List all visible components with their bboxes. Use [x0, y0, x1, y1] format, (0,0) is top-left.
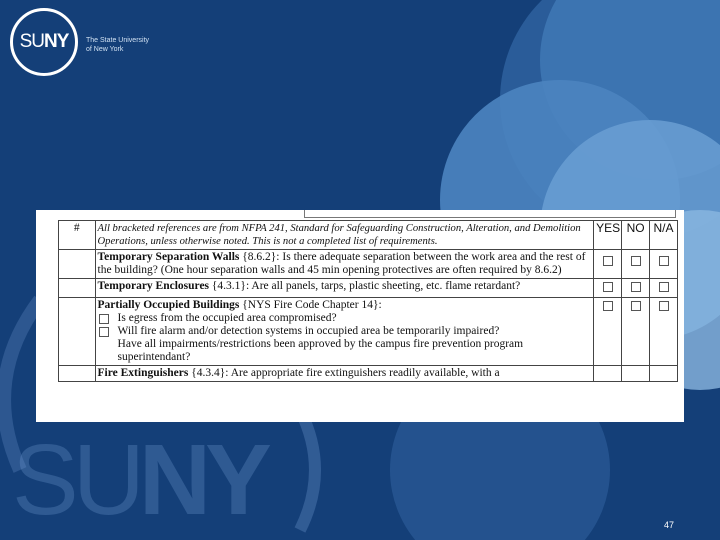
na-checkbox[interactable]: [659, 282, 669, 292]
table-row: [59, 279, 678, 298]
yes-cell: [594, 279, 622, 298]
no-checkbox[interactable]: [631, 301, 641, 311]
column-header-number: #: [59, 221, 96, 250]
na-cell: [650, 250, 678, 279]
table-header-row: [59, 221, 678, 250]
no-cell: [622, 298, 650, 366]
column-header-note: All bracketed references are from NFPA 241, Standard for Safeguarding Construction, Alteration, and Demolition Operations, unless otherwise noted. This is not a completed list of requirements.: [95, 221, 594, 250]
row-number: [59, 279, 96, 298]
checklist-table: [58, 220, 678, 382]
watermark-paren: [300, 410, 315, 530]
table-row: [59, 366, 678, 382]
page-number: 47: [664, 520, 675, 530]
row-question: Fire Extinguishers {4.3.4}: Are appropriate fire extinguishers readily available, with a: [95, 366, 594, 382]
logo-wordmark: SUNY: [19, 31, 69, 52]
yes-checkbox[interactable]: [603, 256, 613, 266]
na-checkbox[interactable]: [659, 301, 669, 311]
sub-item: Is egress from the occupied area compromised?: [118, 312, 592, 325]
table-row: [59, 250, 678, 279]
row-number: [59, 366, 96, 382]
no-cell: [622, 279, 650, 298]
no-cell: [622, 250, 650, 279]
row-number: [59, 250, 96, 279]
yes-cell: [594, 366, 622, 382]
na-checkbox[interactable]: [659, 256, 669, 266]
sub-item-checkbox[interactable]: [99, 327, 109, 337]
no-cell: [622, 366, 650, 382]
yes-cell: [594, 250, 622, 279]
row-question: Temporary Enclosures {4.3.1}: Are all panels, tarps, plastic sheeting, etc. flame retardant?: [95, 279, 594, 298]
yes-checkbox[interactable]: [603, 282, 613, 292]
text-field-fragment: [304, 210, 676, 218]
row-number: [59, 298, 96, 366]
logo-tagline: The State University of New York: [86, 37, 150, 53]
row-question: Partially Occupied Buildings {NYS Fire Code Chapter 14}: Is egress from the occupied area compromised? Will fire alarm and/or detection systems in occupied area be temporarily impaired? Have all impairments/restrictions been approved by the campus fire prevention program superintendant?: [95, 298, 594, 366]
no-checkbox[interactable]: [631, 282, 641, 292]
yes-checkbox[interactable]: [603, 301, 613, 311]
sub-item: Will fire alarm and/or detection systems in occupied area be temporarily impaired?: [118, 325, 592, 338]
na-cell: [650, 298, 678, 366]
sub-item-continued: Have all impairments/restrictions been approved by the campus fire prevention program superintendant?: [117, 338, 524, 363]
column-header-na: N/A: [650, 221, 678, 250]
na-cell: [650, 279, 678, 298]
sub-item-checkbox[interactable]: [99, 314, 109, 324]
checklist-screenshot: [36, 210, 684, 422]
table-row: [59, 298, 678, 366]
column-header-yes: YES: [594, 221, 622, 250]
suny-logo[interactable]: [10, 8, 78, 76]
yes-cell: [594, 298, 622, 366]
doc-top-fragment: [36, 210, 684, 220]
na-cell: [650, 366, 678, 382]
column-header-no: NO: [622, 221, 650, 250]
no-checkbox[interactable]: [631, 256, 641, 266]
row-question: Temporary Separation Walls {8.6.2}: Is there adequate separation between the work area and the rest of the building? (One hour separation walls and 45 min opening protectives are often required by 8.6.2): [95, 250, 594, 279]
suny-watermark: SUNY: [12, 424, 266, 536]
